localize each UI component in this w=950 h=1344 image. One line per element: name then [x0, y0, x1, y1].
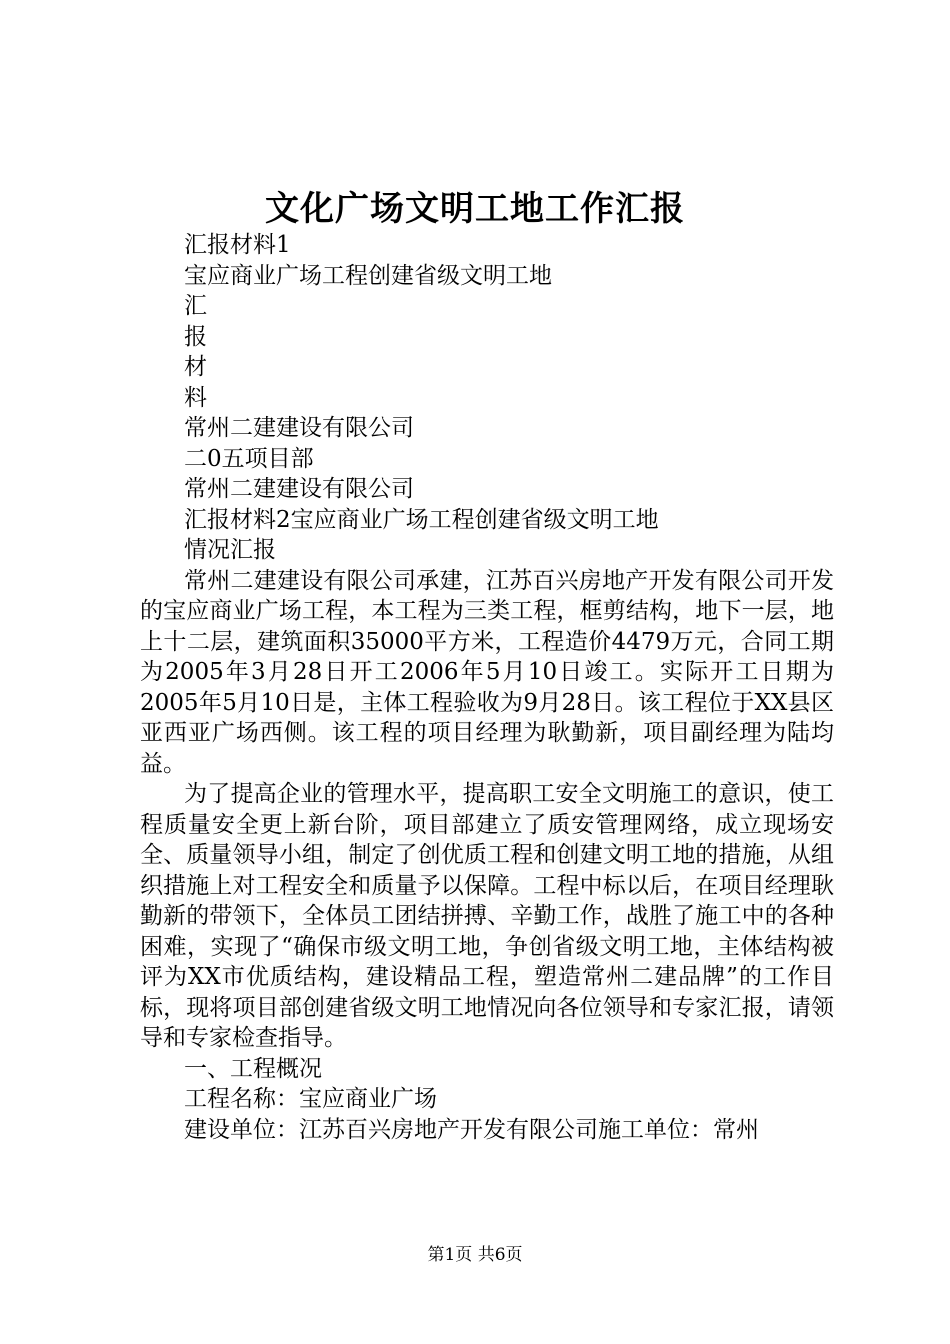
body-line: 常州二建建设有限公司: [184, 415, 414, 441]
document-title: 文化广场文明工地工作汇报: [265, 189, 685, 229]
section-heading: 一、工程概况: [184, 1055, 322, 1082]
body-paragraph: 常州二建建设有限公司承建，江苏百兴房地产开发有限公司开发的宝应商业广场工程，本工程为三类工程，框剪结构，地下一层，地上十二层，建筑面积35000平方米，工程造价4479万元，合同工期为2005年3月28日开工2006年5月10日竣工。实际开工日期为2005年5月10日是，主体工程验收为9月28日。该工程位于XX县区亚西亚广场西侧。该工程的项目经理为耿勤新，项目副经理为陆均益。: [140, 567, 834, 777]
body-paragraph: 为了提高企业的管理水平，提高职工安全文明施工的意识，使工程质量安全更上新台阶，项目部建立了质安管理网络，成立现场安全、质量领导小组，制定了创优质工程和创建文明工地的措施，从组织措施上对工程安全和质量予以保障。工程中标以后，在项目经理耿勤新的带领下，全体员工团结拼搏、辛勤工作，战胜了施工中的各种困难，实现了“确保市级文明工地，争创省级文明工地，主体结构被评为XX市优质结构，建设精品工程，塑造常州二建品牌”的工作目标，现将项目部创建省级文明工地情况向各位领导和专家汇报，请领导和专家检查指导。: [140, 781, 834, 1051]
body-line: 情况汇报: [184, 537, 276, 563]
body-line: 材: [184, 354, 207, 380]
body-line: 工程名称：宝应商业广场: [184, 1086, 437, 1112]
body-line: 二0五项目部: [184, 445, 314, 472]
body-line: 料: [184, 384, 207, 411]
body-line: 报: [184, 323, 207, 350]
page-footer: 第1页 共6页: [427, 1245, 523, 1265]
body-line: 汇: [184, 293, 207, 319]
body-line: 汇报材料2宝应商业广场工程创建省级文明工地: [184, 506, 659, 533]
body-line: 宝应商业广场工程创建省级文明工地: [184, 262, 552, 289]
document-body: [140, 230, 834, 1145]
body-line: 常州二建建设有限公司: [184, 476, 414, 502]
body-line: 汇报材料1: [184, 232, 291, 258]
body-line: 建设单位：江苏百兴房地产开发有限公司施工单位：常州: [184, 1116, 759, 1143]
